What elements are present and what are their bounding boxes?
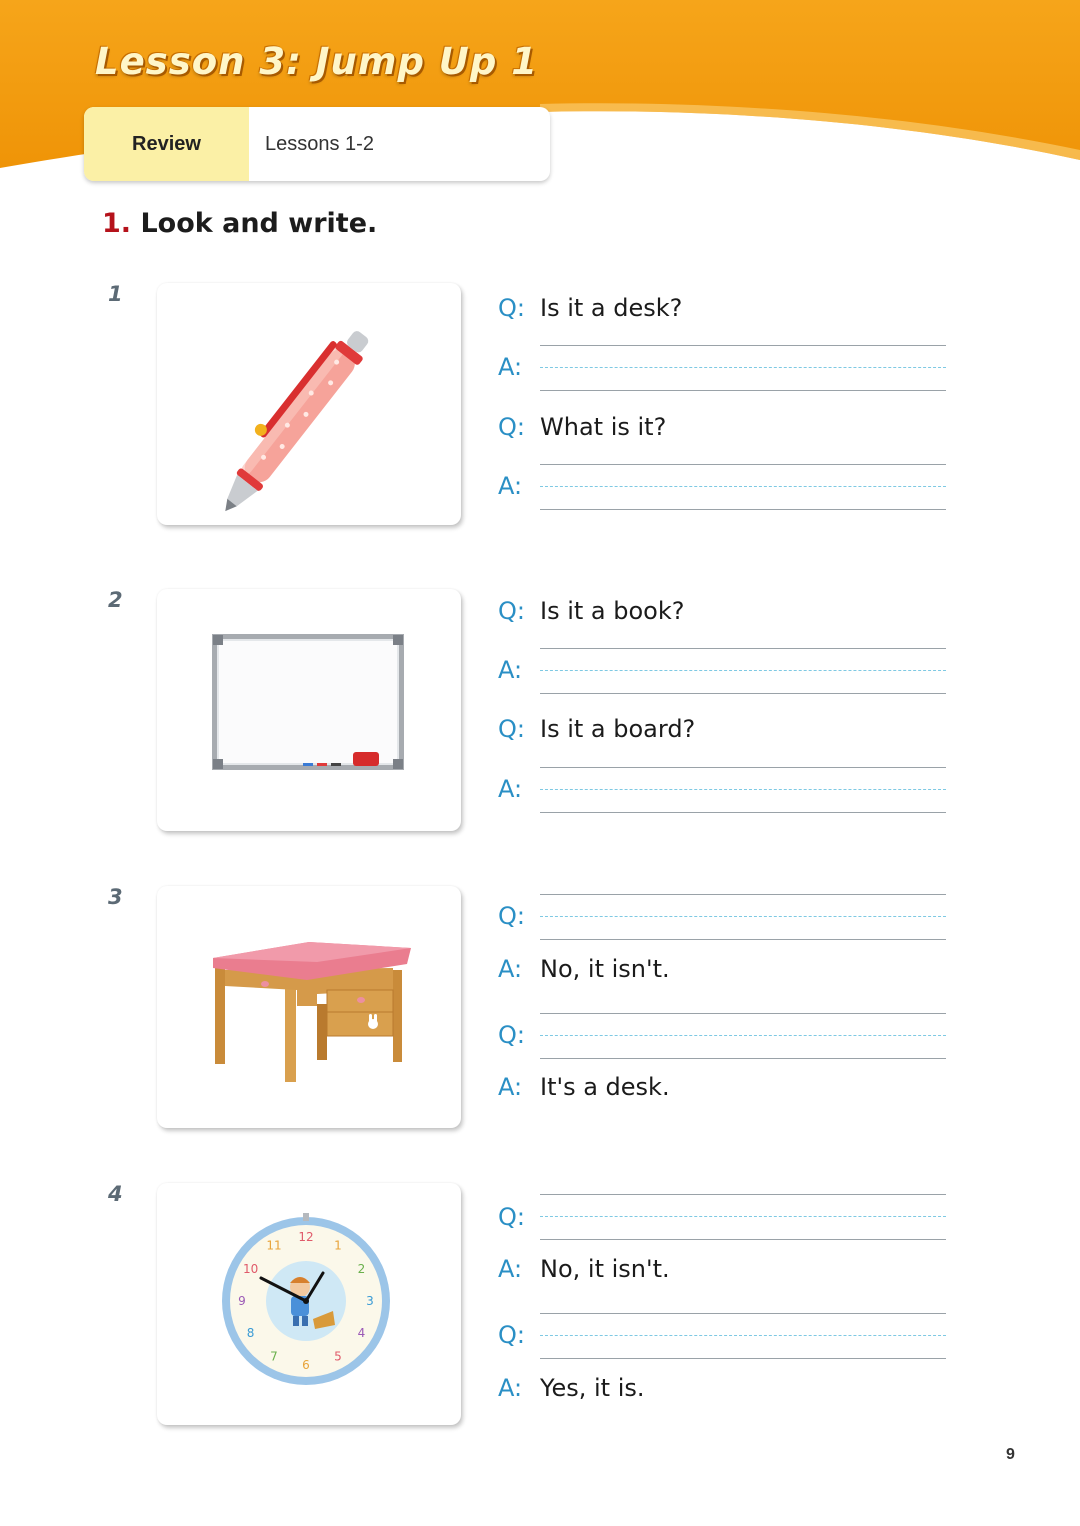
question-writing-line[interactable] xyxy=(540,1013,946,1059)
answer-writing-line[interactable] xyxy=(540,345,946,391)
a-label: A: xyxy=(498,656,523,684)
answer-writing-line[interactable] xyxy=(540,767,946,813)
q-label: Q: xyxy=(498,413,525,441)
review-box xyxy=(84,107,550,181)
a-label: A: xyxy=(498,1073,523,1101)
answer-writing-line[interactable] xyxy=(540,648,946,694)
exercise-number: 1 xyxy=(108,282,123,306)
answer-writing-line[interactable] xyxy=(540,464,946,510)
clock-numeral: 7 xyxy=(270,1349,278,1364)
clock-numeral: 9 xyxy=(238,1294,246,1308)
exercise-number: 2 xyxy=(108,588,123,612)
question-text: Is it a desk? xyxy=(540,294,683,322)
clock-numeral: 11 xyxy=(266,1238,282,1253)
clock-numeral: 12 xyxy=(298,1230,314,1244)
clock-illustration xyxy=(157,1183,461,1425)
page-number: 9 xyxy=(1006,1446,1015,1463)
picture-card xyxy=(157,283,461,525)
clock-numeral: 10 xyxy=(242,1262,259,1276)
a-label: A: xyxy=(498,472,523,500)
desk-illustration xyxy=(157,886,461,1128)
a-label: A: xyxy=(498,1255,523,1283)
answer-text: No, it isn't. xyxy=(540,955,670,983)
section-number: 1. xyxy=(102,208,132,239)
a-label: A: xyxy=(498,353,523,381)
section-instruction: Look and write. xyxy=(140,208,378,239)
q-label: Q: xyxy=(498,1203,525,1231)
clock-numeral: 6 xyxy=(302,1358,310,1372)
picture-card xyxy=(157,589,461,831)
picture-card xyxy=(157,886,461,1128)
question-writing-line[interactable] xyxy=(540,1313,946,1359)
question-text: What is it? xyxy=(540,413,667,441)
clock-numeral: 3 xyxy=(366,1294,374,1308)
exercise-number: 3 xyxy=(108,885,123,909)
a-label: A: xyxy=(498,955,523,983)
a-label: A: xyxy=(498,1374,523,1402)
review-tag: Review xyxy=(84,107,249,181)
q-label: Q: xyxy=(498,715,525,743)
picture-card xyxy=(157,1183,461,1425)
clock-numeral: 4 xyxy=(357,1326,366,1340)
question-writing-line[interactable] xyxy=(540,1194,946,1240)
clock-numeral: 8 xyxy=(246,1326,255,1340)
a-label: A: xyxy=(498,775,523,803)
q-label: Q: xyxy=(498,294,525,322)
section-heading xyxy=(102,208,377,239)
clock-numeral: 1 xyxy=(334,1238,342,1253)
answer-text: Yes, it is. xyxy=(540,1374,645,1402)
q-label: Q: xyxy=(498,902,525,930)
question-writing-line[interactable] xyxy=(540,894,946,940)
q-label: Q: xyxy=(498,1321,525,1349)
q-label: Q: xyxy=(498,597,525,625)
clock-numeral: 2 xyxy=(357,1262,366,1276)
question-text: Is it a book? xyxy=(540,597,685,625)
exercise-number: 4 xyxy=(108,1182,123,1206)
whiteboard-illustration xyxy=(157,589,461,831)
review-range: Lessons 1-2 xyxy=(265,132,374,155)
lesson-title: Lesson 3: Jump Up 1 xyxy=(95,40,538,83)
q-label: Q: xyxy=(498,1021,525,1049)
question-text: Is it a board? xyxy=(540,715,696,743)
answer-text: No, it isn't. xyxy=(540,1255,670,1283)
answer-text: It's a desk. xyxy=(540,1073,670,1101)
clock-numeral: 5 xyxy=(334,1349,342,1364)
pen-illustration xyxy=(157,283,461,525)
